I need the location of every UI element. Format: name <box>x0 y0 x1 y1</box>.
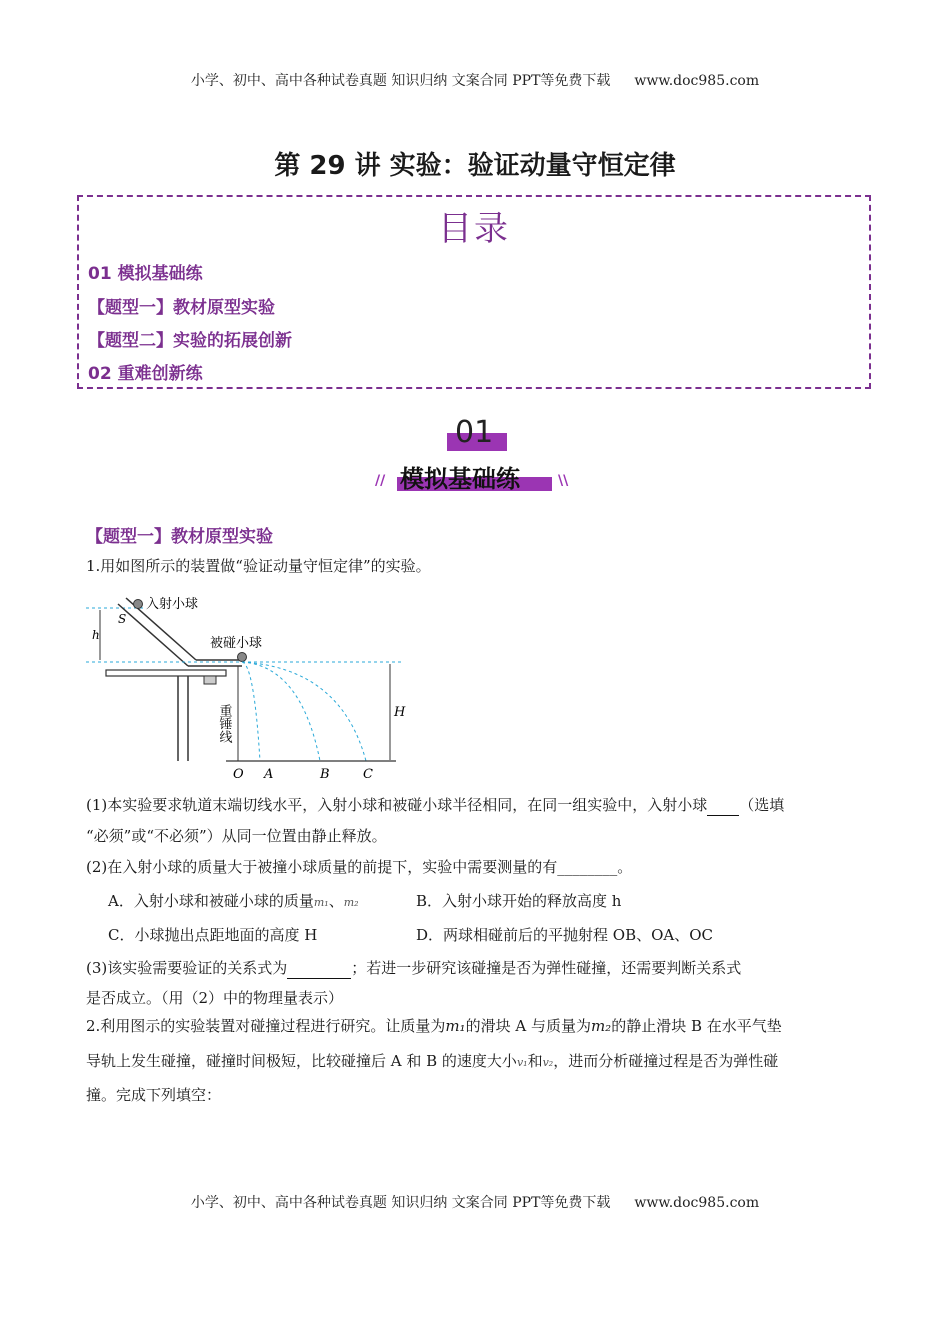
table-of-contents <box>77 195 871 389</box>
answer-blank[interactable] <box>707 795 739 816</box>
q2-m2: m₂ <box>590 1017 612 1035</box>
option-d[interactable]: D．两球相碰前后的平抛射程 OB、OA、OC <box>416 926 714 944</box>
q2-line1 <box>86 1016 782 1036</box>
badge-label: 模拟基础练 <box>400 465 520 493</box>
footer-text: 小学、初中、高中各种试卷真题 知识归纳 文案合同 PPT等免费下载 <box>190 1195 611 1211</box>
section-label: 【题型一】教材原型实验 <box>86 527 273 547</box>
q1-part2: (2)在入射小球的质量大于被撞小球质量的前提下，实验中需要测量的有________。 <box>86 858 633 876</box>
experiment-figure <box>86 588 416 783</box>
answer-blank[interactable] <box>287 958 351 979</box>
incident-ball-label: 入射小球 <box>146 597 199 612</box>
label-A: A <box>264 767 274 782</box>
option-a-sep: 、 <box>328 892 344 910</box>
q2-and: 和 <box>527 1052 543 1070</box>
option-a-text: A．入射小球和被碰小球的质量 <box>108 892 314 910</box>
ramp-edge <box>118 604 188 666</box>
q1-part1-line2: “必须”或“不必须”）从同一位置由静止释放。 <box>86 827 387 845</box>
header-site[interactable]: www.doc985.com <box>634 73 760 89</box>
toc-item[interactable]: 02 重难创新练 <box>88 364 203 384</box>
option-a[interactable] <box>108 891 359 913</box>
clamp <box>204 676 216 684</box>
q2-m1: m₁ <box>445 1017 466 1035</box>
q1-part3-line1 <box>86 958 741 979</box>
q2-v1: v₁ <box>516 1056 528 1069</box>
header-text: 小学、初中、高中各种试卷真题 知识归纳 文案合同 PPT等免费下载 <box>190 73 611 89</box>
section-badge <box>370 415 580 500</box>
option-a-m1: m₁ <box>313 896 329 909</box>
q2-line3: 撞。完成下列填空： <box>86 1086 222 1104</box>
slash-decoration-icon: // <box>375 473 386 489</box>
q1-part3-tail: ；若进一步研究该碰撞是否为弹性碰撞，还需要判断关系式 <box>351 959 742 977</box>
label-h: h <box>92 628 100 642</box>
q1-part1-text: (1)本实验要求轨道末端切线水平，入射小球和被碰小球半径相同，在同一组实验中，入射小球 <box>86 796 708 814</box>
page-header <box>0 70 950 90</box>
incident-ball-icon <box>134 600 143 609</box>
q2-text: ，进而分析碰撞过程是否为弹性碰 <box>553 1052 779 1070</box>
option-b[interactable]: B．入射小球开始的释放高度 h <box>416 892 622 910</box>
q1-part3-line2: 是否成立。（用（2）中的物理量表示） <box>86 989 344 1007</box>
q2-text: 的滑块 A 与质量为 <box>465 1017 591 1035</box>
toc-item[interactable]: 【题型一】教材原型实验 <box>88 298 275 318</box>
q1-part3-text: (3)该实验需要验证的关系式为 <box>86 959 288 977</box>
page-title: 第 29 讲 实验：验证动量守恒定律 <box>274 151 676 181</box>
label-O: O <box>233 767 244 782</box>
q2-text: 导轨上发生碰撞，碰撞时间极短，比较碰撞后 A 和 B 的速度大小 <box>86 1052 517 1070</box>
q2-line2 <box>86 1051 778 1073</box>
q1-part1-tail: （选填 <box>739 796 785 814</box>
toc-item[interactable]: 【题型二】实验的拓展创新 <box>88 331 292 351</box>
target-ball-label: 被碰小球 <box>210 636 263 651</box>
table-top <box>106 670 226 676</box>
footer-site[interactable]: www.doc985.com <box>634 1195 760 1211</box>
backslash-decoration-icon: \\ <box>558 473 569 489</box>
toc-item[interactable]: 01 模拟基础练 <box>88 264 203 284</box>
toc-heading: 目录 <box>438 209 510 249</box>
label-B: B <box>320 767 330 782</box>
q1-part1-line1 <box>86 795 784 816</box>
q2-text: 的静止滑块 B 在水平气垫 <box>611 1017 782 1035</box>
label-S: S <box>118 612 127 626</box>
q2-text: 2.利用图示的实验装置对碰撞过程进行研究。让质量为 <box>86 1017 446 1035</box>
q2-v2: v₂ <box>542 1056 554 1069</box>
trajectory-C <box>242 662 366 761</box>
q1-stem: 1.用如图所示的装置做“验证动量守恒定律”的实验。 <box>86 557 431 575</box>
trajectory-A <box>242 662 260 761</box>
target-ball-icon <box>238 653 247 662</box>
label-C: C <box>363 767 373 782</box>
page-footer <box>0 1192 950 1212</box>
option-a-m2: m₂ <box>343 896 359 909</box>
badge-number: 01 <box>455 415 494 450</box>
trajectory-B <box>242 662 320 761</box>
plumb-line-label: 重锤线 <box>216 704 232 743</box>
label-H: H <box>394 705 406 720</box>
option-c[interactable]: C．小球抛出点距地面的高度 H <box>108 926 318 944</box>
